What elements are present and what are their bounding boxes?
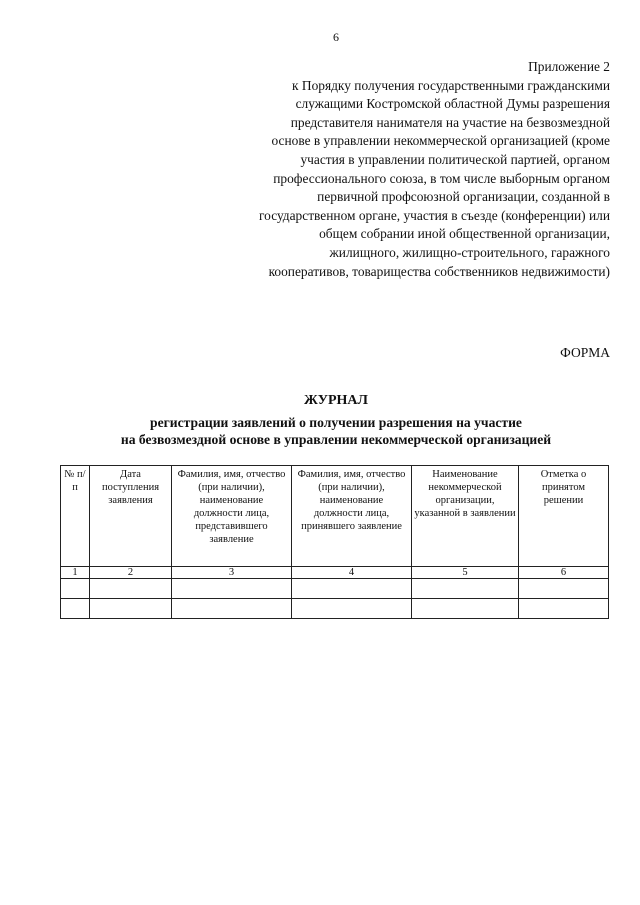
header-cell-decision: Отметка о принятом решении [519,466,609,567]
header-cell-number: № п/п [61,466,90,567]
journal-title: ЖУРНАЛ [304,393,368,408]
table-cell [412,599,519,619]
table-row [61,599,609,619]
appendix-title: Приложение 2 [528,59,610,74]
registry-table [60,465,609,619]
table-cell [61,599,90,619]
header-cell-applicant: Фамилия, имя, отчество (при наличии), наименование должности лица, представившего заявление [172,466,292,567]
table-cell [519,599,609,619]
table-cell [292,599,412,619]
journal-subtitle-line-2: на безвозмездной основе в управлении некоммерческой организацией [120,432,552,447]
form-label: ФОРМА [560,345,610,360]
table-header-row [61,466,609,567]
page-number: 6 [333,30,339,44]
column-number-cell: 3 [172,567,292,579]
appendix-body: к Порядку получения государственными гражданскими служащими Костромской областной Думы разрешения представителя нанимателя на участие на безвозмездной основе в управлении некоммерческой организацией (кроме участия в управлении политической партией, органом профессионального союза, в том числе выборным органом первичной профсоюзной организации, созданной в государственном органе, участия в съезде (конференции) или общем собрании иной общественной организации, жилищного, жилищно-строительного, гаражного кооперативов, товарищества собственников недвижимости) [259,77,610,279]
column-number-row [61,567,609,579]
table-cell [172,579,292,599]
table-cell [172,599,292,619]
column-number-cell: 4 [292,567,412,579]
appendix-block [250,58,610,281]
header-cell-organization: Наименование некоммерческой организации, указанной в заявлении [412,466,519,567]
table-row [61,579,609,599]
column-number-cell: 5 [412,567,519,579]
table-cell [90,599,172,619]
table-cell [61,579,90,599]
journal-subtitle [0,414,640,448]
table-cell [292,579,412,599]
header-cell-date: Дата поступления заявления [90,466,172,567]
header-cell-receiver: Фамилия, имя, отчество (при наличии), наименование должности лица, принявшего заявление [292,466,412,567]
table-cell [412,579,519,599]
column-number-cell: 2 [90,567,172,579]
journal-subtitle-line-1: регистрации заявлений о получении разрешения на участие [150,415,522,430]
table-cell [90,579,172,599]
column-number-cell: 6 [519,567,609,579]
column-number-cell: 1 [61,567,90,579]
table-cell [519,579,609,599]
